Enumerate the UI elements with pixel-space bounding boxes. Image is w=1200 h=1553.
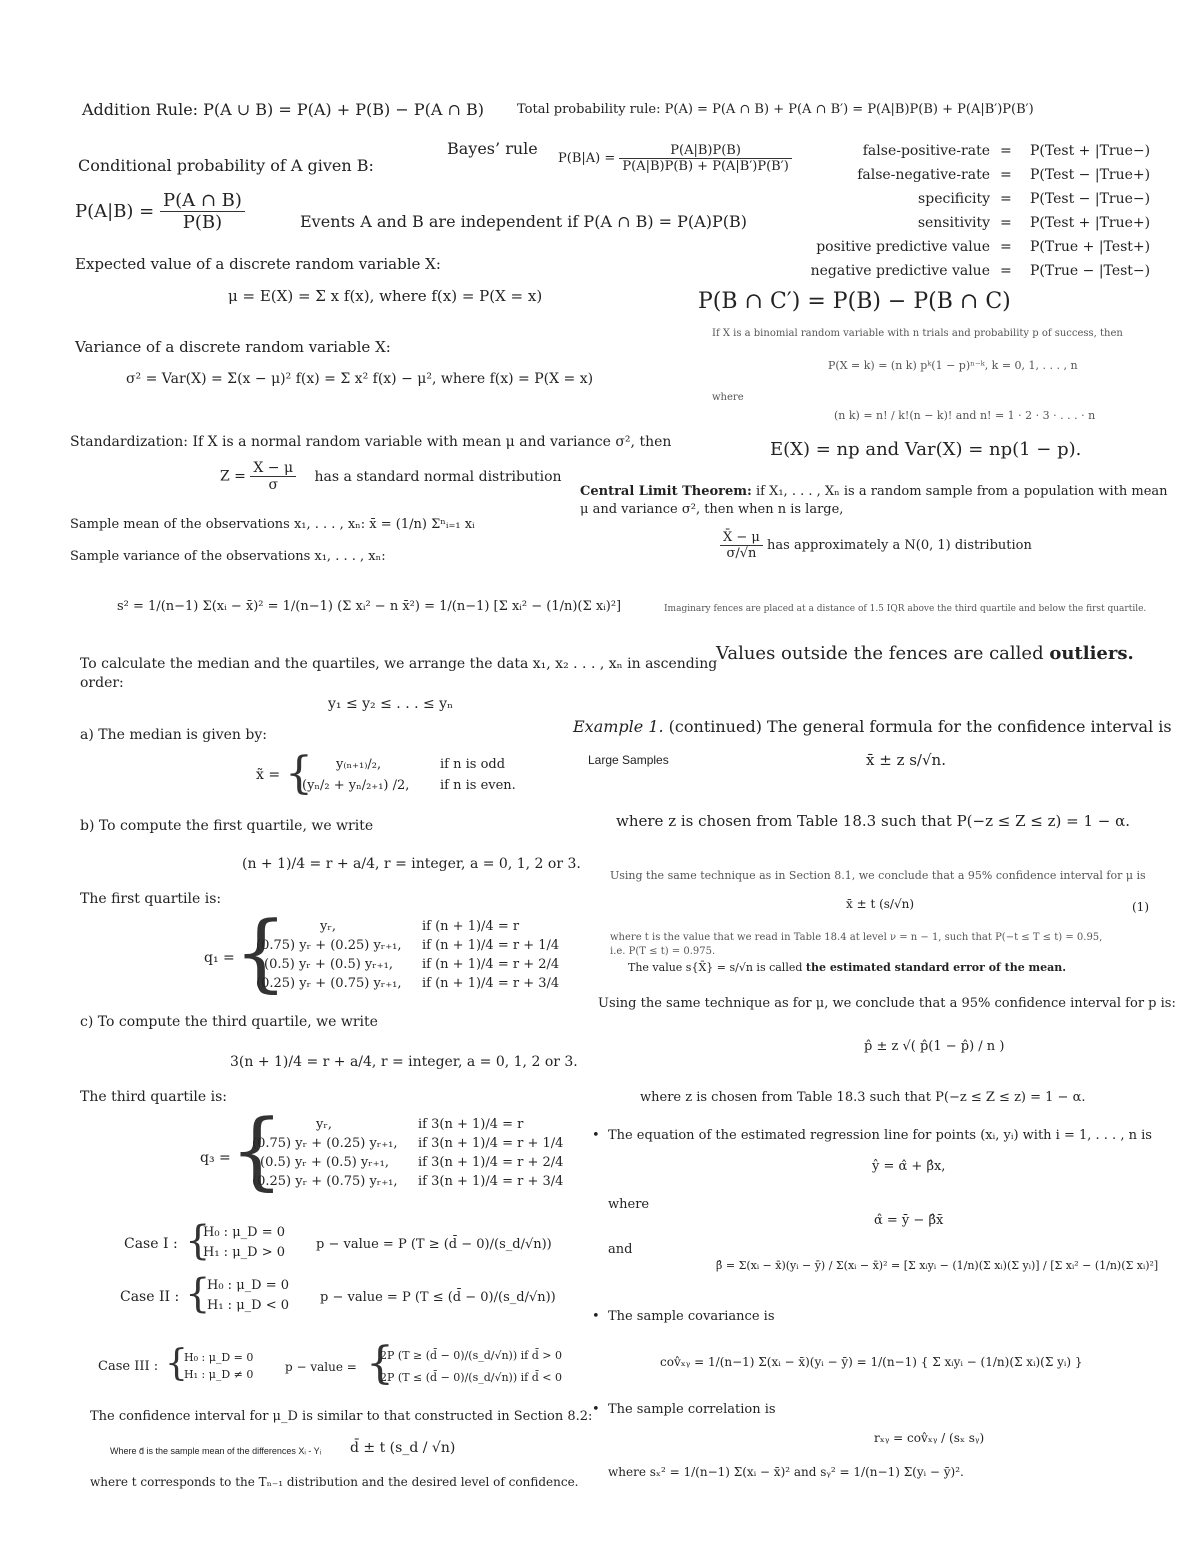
q1-case-condition: if (n + 1)/4 = r (422, 919, 520, 934)
rate-eq: = (1000, 191, 1012, 207)
clt-text1: if X₁, . . . , Xₙ is a random sample from a population with mean (751, 484, 1168, 499)
case-3-pvalue-lhs: p − value = (285, 1360, 357, 1374)
small-sample-formula: x̄ ± t (s/√n) (846, 897, 915, 911)
ordered-data: y₁ ≤ y₂ ≤ . . . ≤ yₙ (328, 696, 454, 712)
z-numerator: X − μ (250, 460, 296, 477)
q3-case-condition: if 3(n + 1)/4 = r + 1/4 (418, 1136, 564, 1151)
binomial-moments: E(X) = np and Var(X) = np(1 − p). (770, 439, 1082, 460)
median-cond-2: if n is even. (440, 778, 516, 793)
case-2-brace: { (185, 1271, 211, 1317)
q3-case-value: (0.75) yᵣ + (0.25) yᵣ₊₁, (252, 1136, 398, 1151)
regression-text: The equation of the estimated regression line for points (xᵢ, yᵢ) with i = 1, . . . , n is (607, 1128, 1152, 1143)
q1-case-value: yᵣ, (320, 919, 336, 934)
rate-value: P(Test + |True−) (1030, 143, 1151, 159)
rate-eq: = (1000, 215, 1012, 231)
conditional-denominator: P(B) (182, 212, 223, 233)
q3-case-value: (0.25) yᵣ + (0.75) yᵣ₊₁, (252, 1174, 398, 1189)
case-3-brace: { (165, 1343, 188, 1384)
clt-tail: has approximately a N(0, 1) distribution (767, 538, 1032, 553)
correlation-formula: rₓᵧ = cov̂ₓᵧ / (sₓ sᵧ) (874, 1431, 985, 1445)
variance-label: Variance of a discrete random variable X: (75, 338, 391, 356)
clt-numerator: X̄ − μ (720, 530, 763, 546)
rate-name: negative predictive value (810, 263, 990, 279)
first-quartile-label: The first quartile is: (80, 891, 222, 907)
third-quartile-label: The third quartile is: (80, 1089, 228, 1105)
q3-case-value: yᵣ, (316, 1117, 332, 1132)
case-3-pvalue-2: 2P (T ≤ (d̄ − 0)/(s_d/√n)) if d̄ < 0 (380, 1371, 562, 1384)
q1-case-condition: if (n + 1)/4 = r + 3/4 (422, 976, 560, 991)
small-sample-intro: Using the same technique as in Section 8.1, we conclude that a 95% confidence interval for μ is (610, 869, 1146, 882)
small-sample-eq-number: (1) (1132, 900, 1149, 914)
example-heading (573, 718, 1172, 736)
large-sample-formula: x̄ ± z s/√n. (866, 751, 946, 769)
z-lhs: Z = (220, 468, 246, 485)
paired-ci-formula: d̄ ± t (s_d / √n) (350, 1440, 456, 1456)
q1-case-condition: if (n + 1)/4 = r + 1/4 (422, 938, 560, 953)
q1-case-value: (0.5) yᵣ + (0.5) yᵣ₊₁, (264, 957, 393, 972)
outliers-text: Values outside the fences are called (716, 643, 1050, 664)
paired-ci-footnote: where t corresponds to the Tₙ₋₁ distribution and the desired level of confidence. (90, 1475, 579, 1489)
median-lhs: x̃ = (256, 767, 281, 783)
paired-ci-intro: The confidence interval for μ_D is similar to that constructed in Section 8.2: (90, 1409, 593, 1424)
case-3-pvalue-1: 2P (T ≥ (d̄ − 0)/(s_d/√n)) if d̄ > 0 (380, 1349, 562, 1362)
regression-bullet: • The equation of the estimated regression line for points (xᵢ, yᵢ) with i = 1, . . . , n is (592, 1128, 1152, 1143)
bayes-label: Bayes’ rule (447, 139, 538, 158)
conditional-label: Conditional probability of A given B: (78, 156, 374, 175)
case-1-h0: H₀ : μ_D = 0 (203, 1225, 285, 1240)
case-3-h1: H₁ : μ_D ≠ 0 (184, 1368, 254, 1381)
case-2-label (120, 1289, 179, 1305)
example-label: Example 1. (573, 717, 664, 736)
outliers-statement (716, 644, 1134, 665)
standard-error-term: the estimated standard error of the mean. (805, 961, 1067, 974)
correlation-text: The sample correlation is (607, 1402, 776, 1417)
bayes-lhs: P(B|A) = (558, 151, 616, 166)
sample-variance-label: Sample variance of the observations x₁, . . . , xₙ: (70, 549, 386, 564)
median-label: a) The median is given by: (80, 727, 267, 743)
covariance-formula: cov̂ₓᵧ = 1/(n−1) Σ(xᵢ − x̄)(yᵢ − ȳ) = 1/(n−1) { Σ xᵢyᵢ − (1/n)(Σ xᵢ)(Σ yᵢ) } (660, 1355, 1083, 1369)
rate-eq: = (1000, 263, 1012, 279)
addition-rule: Addition Rule: P(A ∪ B) = P(A) + P(B) − P(A ∩ B) (82, 100, 484, 119)
alpha-hat-formula: α̂ = ȳ − β̂x̄ (874, 1213, 944, 1228)
independence-rule: Events A and B are independent if P(A ∩ B) = P(A)P(B) (300, 212, 747, 231)
bayes-rule (558, 143, 792, 174)
case-3-h0: H₀ : μ_D = 0 (184, 1351, 254, 1364)
rate-value: P(Test − |True−) (1030, 191, 1151, 207)
third-quartile-equation: 3(n + 1)/4 = r + a/4, r = integer, a = 0, 1, 2 or 3. (230, 1054, 578, 1070)
rate-value: P(Test − |True+) (1030, 167, 1151, 183)
fences-text: Imaginary fences are placed at a distance of 1.5 IQR above the third quartile and below the first quartile. (664, 604, 1147, 614)
median-case-1: y₍ₙ₊₁₎/₂, (336, 757, 382, 772)
rate-name: false-negative-rate (857, 167, 990, 183)
rate-value: P(Test + |True+) (1030, 215, 1151, 231)
small-sample-t-line: where t is the value that we read in Table 18.4 at level ν = n − 1, such that P(−t ≤ T ≤ t) = 0.95, (610, 932, 1103, 943)
proportion-intro: Using the same technique as for μ, we conclude that a 95% confidence interval for p is: (598, 996, 1176, 1011)
standardization-formula (220, 460, 562, 493)
standard-error-line (628, 962, 1066, 975)
case-3-label: Case III : (98, 1359, 159, 1374)
q1-cases (252, 919, 592, 999)
large-samples-label: Large Samples (588, 753, 669, 767)
q3-case-value: (0.5) yᵣ + (0.5) yᵣ₊₁, (260, 1155, 389, 1170)
variance-formula: σ² = Var(X) = Σ(x − μ)² f(x) = Σ x² f(x) − μ², where f(x) = P(X = x) (126, 371, 594, 387)
first-quartile-intro: b) To compute the first quartile, we write (80, 818, 374, 834)
binomial-where: where (712, 392, 744, 403)
case-1-brace: { (185, 1218, 211, 1264)
beta-hat-formula: β̂ = Σ(xᵢ − x̄)(yᵢ − ȳ) / Σ(xᵢ − x̄)² = [Σ xᵢyᵢ − (1/n)(Σ xᵢ)(Σ yᵢ)] / [Σ xᵢ² − (1/n)(Σ xᵢ)²] (716, 1259, 1159, 1272)
q3-case-condition: if 3(n + 1)/4 = r (418, 1117, 524, 1132)
q1-brace: { (234, 903, 288, 1001)
conditional-formula (75, 190, 245, 233)
bayes-denominator: P(A|B)P(B) + P(A|B′)P(B′) (622, 159, 789, 174)
correlation-bullet: • The sample correlation is (592, 1402, 776, 1417)
q1-case-condition: if (n + 1)/4 = r + 2/4 (422, 957, 560, 972)
binomial-intro: If X is a binomial random variable with n trials and probability p of success, then (712, 328, 1123, 339)
clt-formula (720, 530, 1032, 561)
bayes-numerator: P(A|B)P(B) (619, 143, 791, 159)
proportion-formula: p̂ ± z √( p̂(1 − p̂) / n ) (864, 1039, 1005, 1054)
outliers-word: outliers. (1049, 643, 1134, 664)
variance-definitions: where sₓ² = 1/(n−1) Σ(xᵢ − x̄)² and sᵧ² = 1/(n−1) Σ(yᵢ − ȳ)². (608, 1465, 964, 1479)
standard-error-text: The value s{X̄} = s/√n is called (628, 961, 806, 974)
total-probability-rule: Total probability rule: P(A) = P(A ∩ B) + P(A ∩ B′) = P(A|B)P(B) + P(A|B′)P(B′) (517, 102, 1034, 117)
case-1-pvalue: p − value = P (T ≥ (d̄ − 0)/(s_d/√n)) (316, 1237, 552, 1252)
binomial-coefficient: (n k) = n! / k!(n − k)! and n! = 1 · 2 · 3 · . . . · n (834, 409, 1096, 422)
covariance-text: The sample covariance is (607, 1309, 775, 1324)
rate-name: specificity (918, 191, 990, 207)
case-1-h1: H₁ : μ_D > 0 (203, 1245, 285, 1260)
clt-denominator: σ/√n (726, 546, 757, 561)
rate-eq: = (1000, 239, 1012, 255)
complement-formula: P(B ∩ C′) = P(B) − P(B ∩ C) (698, 289, 1011, 314)
rate-name: false-positive-rate (862, 143, 990, 159)
case-2-h1: H₁ : μ_D < 0 (207, 1298, 289, 1313)
rate-name: positive predictive value (816, 239, 990, 255)
conditional-lhs: P(A|B) = (75, 201, 155, 222)
small-sample-t-line2: i.e. P(T ≤ t) = 0.975. (610, 946, 716, 957)
paired-ci-note: Where d̄ is the sample mean of the differences Xᵢ - Yᵢ (110, 1446, 322, 1456)
regression-where: where (608, 1197, 650, 1212)
q3-cases (248, 1117, 588, 1197)
example-text: (continued) The general formula for the confidence interval is (663, 717, 1172, 736)
regression-line-equation: ŷ = α̂ + β̂x, (872, 1159, 946, 1174)
rate-eq: = (1000, 167, 1012, 183)
case-2-h0: H₀ : μ_D = 0 (207, 1278, 289, 1293)
median-intro-1: To calculate the median and the quartiles, we arrange the data x₁, x₂ . . . , xₙ in ascending (80, 656, 718, 672)
conditional-numerator: P(A ∩ B) (160, 190, 245, 212)
sample-mean: Sample mean of the observations x₁, . . . , xₙ: x̄ = (1/n) Σⁿᵢ₌₁ xᵢ (70, 517, 475, 532)
median-brace: { (285, 748, 313, 799)
rate-value: P(True + |Test+) (1030, 239, 1151, 255)
q3-case-condition: if 3(n + 1)/4 = r + 2/4 (418, 1155, 564, 1170)
case-3-pvalue-brace: { (366, 1338, 394, 1389)
rate-name: sensitivity (917, 215, 990, 231)
case-1-label-text: Case I : (124, 1236, 178, 1252)
q1-case-value: (0.75) yᵣ + (0.25) yᵣ₊₁, (256, 938, 402, 953)
proportion-z-line: where z is chosen from Table 18.3 such that P(−z ≤ Z ≤ z) = 1 − α. (640, 1090, 1086, 1105)
rate-value: P(True − |Test−) (1030, 263, 1151, 279)
median-intro-2: order: (80, 675, 124, 691)
z-text: has a standard normal distribution (314, 468, 562, 485)
z-denominator: σ (268, 477, 278, 493)
clt-line1 (580, 485, 1168, 500)
standardization-label: Standardization: If X is a normal random variable with mean μ and variance σ², then (70, 434, 672, 450)
case-1-label (124, 1236, 178, 1252)
regression-and: and (608, 1242, 633, 1257)
q3-brace: { (230, 1101, 284, 1199)
rate-eq: = (1000, 143, 1012, 159)
clt-line2: μ and variance σ², then when n is large, (580, 502, 844, 517)
q3-case-condition: if 3(n + 1)/4 = r + 3/4 (418, 1174, 564, 1189)
case-2-label-text: Case II : (120, 1289, 180, 1305)
third-quartile-intro: c) To compute the third quartile, we write (80, 1014, 378, 1030)
q1-case-value: (0.25) yᵣ + (0.75) yᵣ₊₁, (256, 976, 402, 991)
clt-label: Central Limit Theorem: (580, 484, 752, 499)
q1-lhs: q₁ = (204, 950, 235, 966)
first-quartile-equation: (n + 1)/4 = r + a/4, r = integer, a = 0, 1, 2 or 3. (242, 856, 581, 872)
median-cond-1: if n is odd (440, 757, 506, 772)
median-case-2: (yₙ/₂ + yₙ/₂₊₁) /2, (302, 778, 410, 793)
covariance-bullet: • The sample covariance is (592, 1309, 775, 1324)
large-sample-z-line: where z is chosen from Table 18.3 such that P(−z ≤ Z ≤ z) = 1 − α. (616, 812, 1131, 830)
case-2-pvalue: p − value = P (T ≤ (d̄ − 0)/(s_d/√n)) (320, 1290, 556, 1305)
sample-variance-formula: s² = 1/(n−1) Σ(xᵢ − x̄)² = 1/(n−1) (Σ xᵢ² − n x̄²) = 1/(n−1) [Σ xᵢ² − (1/n)(Σ xᵢ)²] (117, 599, 622, 614)
q3-lhs: q₃ = (200, 1150, 231, 1166)
expected-formula: μ = E(X) = Σ x f(x), where f(x) = P(X = x) (228, 287, 543, 305)
binomial-pmf: P(X = k) = (n k) pᵏ(1 − p)ⁿ⁻ᵏ, k = 0, 1, . . . , n (828, 359, 1078, 372)
expected-label: Expected value of a discrete random variable X: (75, 255, 441, 273)
